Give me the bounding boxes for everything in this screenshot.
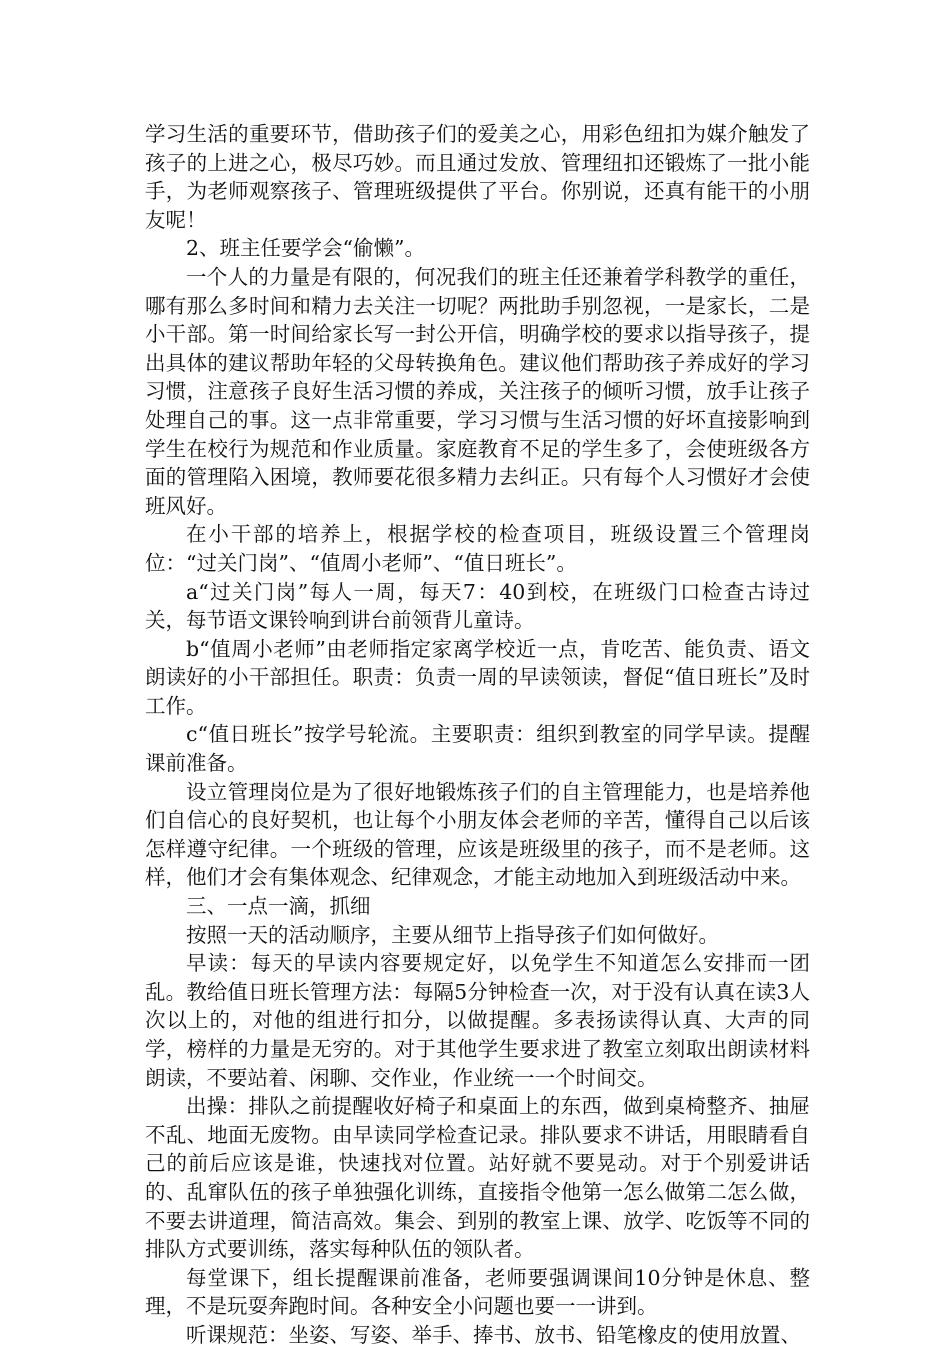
paragraph-class-break: 每堂课下，组长提醒课前准备，老师要强调课间10分钟是休息、整理，不是玩耍奔跑时间。各种安全小问题也要一一讲到。 xyxy=(145,1265,810,1319)
paragraph-exercise: 出操：排队之前提醒收好椅子和桌面上的东西，做到桌椅整齐、抽屉不乱、地面无废物。由早读同学检查记录。排队要求不讲话，用眼睛看自己的前后应该是谁，快速找对位置。站好就不要晃动。对于个别爱讲话的、乱窜队伍的孩子单独强化训练，直接指令他第一怎么做第二怎么做，不要去讲道理，简洁高效。集会、到别的教室上课、放学、吃饭等不同的排队方式要训练，落实每种队伍的领队者。 xyxy=(145,1094,810,1262)
paragraph-weekly-teacher: b“值周小老师”由老师指定家离学校近一点，肯吃苦、能负责、语文朗读好的小干部担任。职责：负责一周的早读领读，督促“值日班长”及时工作。 xyxy=(145,636,810,718)
paragraph-gate-post: a“过关门岗”每人一周，每天7：40到校，在班级门口检查古诗过关，每节语文课铃响到讲台前领背儿童诗。 xyxy=(145,579,810,633)
paragraph-daily-order: 按照一天的活动顺序，主要从细节上指导孩子们如何做好。 xyxy=(186,922,719,947)
paragraph-helpers: 一个人的力量是有限的，何况我们的班主任还兼着学科教学的重任，哪有那么多时间和精力去关注一切呢？两批助手别忽视，一是家长，二是小干部。第一时间给家长写一封公开信，明确学校的要求以指导孩子，提出具体的建议帮助年轻的父母转换角色。建议他们帮助孩子养成好的学习习惯，注意孩子良好生活习惯的养成，关注孩子的倾听习惯，放手让孩子处理自己的事。这一点非常重要，学习习惯与生活习惯的好坏直接影响到学生在校行为规范和作业质量。家庭教育不足的学生多了，会使班级各方面的管理陷入困境，教师要花很多精力去纠正。只有每个人习惯好才会使班风好。 xyxy=(145,264,810,518)
paragraph-continuation: 学习生活的重要环节，借助孩子们的爱美之心，用彩色纽扣为媒介触发了孩子的上进之心，极尽巧妙。而且通过发放、管理纽扣还锻炼了一批小能手，为老师观察孩子、管理班级提供了平台。你别说，还真有能干的小朋友呢！ xyxy=(145,122,810,232)
document-page xyxy=(145,120,810,1350)
paragraph-heading-lazy: 2、班主任要学会“偷懒”。 xyxy=(186,236,426,261)
paragraph-listening-rules: 听课规范：坐姿、写姿、举手、捧书、放书、铅笔橡皮的使用放置、 xyxy=(186,1322,801,1347)
paragraph-daily-monitor: c“值日班长”按学号轮流。主要职责：组织到教室的同学早读。提醒课前准备。 xyxy=(145,722,810,776)
paragraph-cadre-positions: 在小干部的培养上，根据学校的检查项目，班级设置三个管理岗位：“过关门岗”、“值周小老师”、“值日班长”。 xyxy=(145,522,810,575)
paragraph-morning-reading: 早读：每天的早读内容要规定好，以免学生不知道怎么安排而一团乱。教给值日班长管理方法：每隔5分钟检查一次，对于没有认真在读3人次以上的，对他的组进行扣分，以做提醒。多表扬读得认真、大声的同学，榜样的力量是无穷的。对于其他学生要求进了教室立刻取出朗读材料朗读，不要站着、闲聊、交作业，作业统一一个时间交。 xyxy=(145,951,810,1090)
paragraph-purpose: 设立管理岗位是为了很好地锻炼孩子们的自主管理能力，也是培养他们自信心的良好契机，也让每个小朋友体会老师的辛苦，懂得自己以后该怎样遵守纪律。一个班级的管理，应该是班级里的孩子，而不是老师。这样，他们才会有集体观念、纪律观念，才能主动地加入到班级活动中来。 xyxy=(145,779,810,890)
section-heading-details: 三、一点一滴，抓细 xyxy=(186,894,371,919)
